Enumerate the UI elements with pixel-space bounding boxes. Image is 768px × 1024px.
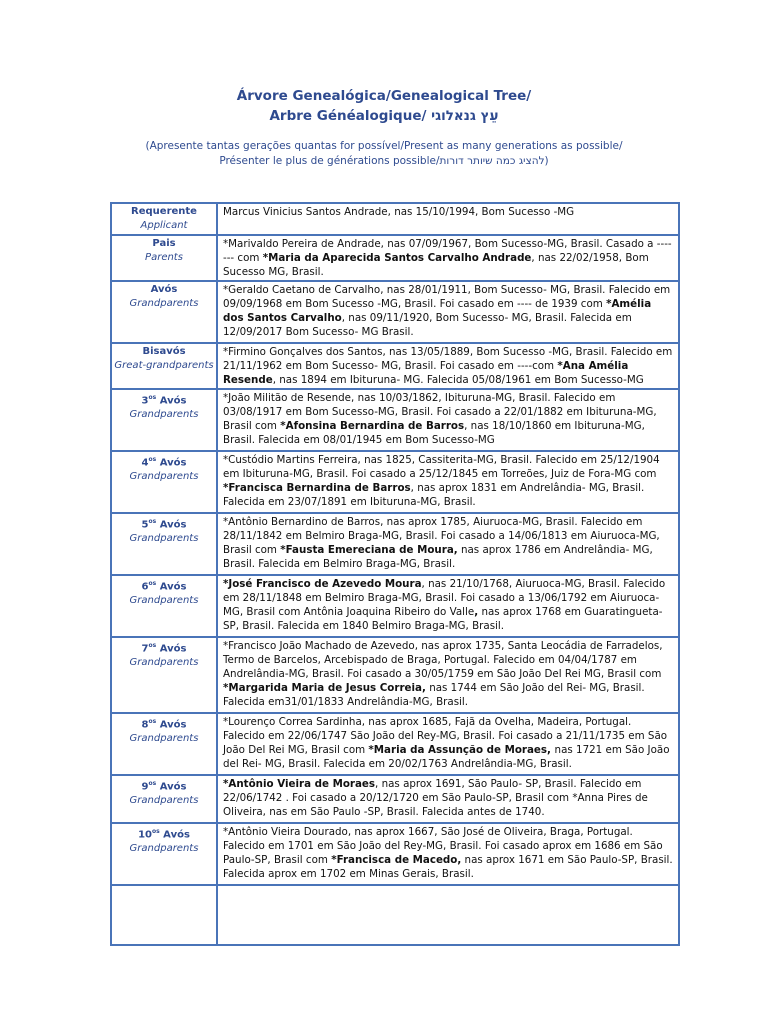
generation-label xyxy=(111,713,217,775)
generation-label xyxy=(111,637,217,713)
generation-ordinal-suffix: os xyxy=(148,394,157,401)
generation-label-en: Grandparents xyxy=(129,471,199,483)
generation-ordinal-suffix: os xyxy=(148,580,157,587)
ancestor-text: *Marivaldo Pereira de Andrade, nas 07/09/1967, Bom Sucesso-MG, Brasil. Casado a ------- com xyxy=(223,238,672,264)
ancestor-description xyxy=(217,637,679,713)
generation-word: Avós xyxy=(156,519,187,531)
table-row xyxy=(111,203,679,235)
ancestor-name: *Amélia dos Santos Carvalho xyxy=(223,298,652,324)
generation-label-pt xyxy=(114,715,214,732)
generation-label-en: Grandparents xyxy=(129,843,199,855)
generation-number: 3 xyxy=(141,395,149,407)
table-row xyxy=(111,885,679,945)
ancestor-name: *Ana Amélia Resende xyxy=(223,360,629,386)
generation-word: Avós xyxy=(156,395,187,407)
ancestor-name: *Antônio Vieira de Moraes xyxy=(223,778,376,790)
generation-label-en: Great-grandparents xyxy=(114,360,214,371)
ancestor-text: *Custódio Martins Ferreira, nas 1825, Cassiterita-MG, Brasil. Falecido em 25/12/1904 em Ibituruna-MG, Brasil. Foi casado a 25/12/1845 em Torreões, Juiz de Fora-MG com xyxy=(223,454,660,480)
generation-word: Avós xyxy=(156,457,187,469)
table-row xyxy=(111,343,679,389)
generation-ordinal-suffix: os xyxy=(148,456,157,463)
generation-ordinal-suffix: os xyxy=(148,642,157,649)
document-subtitle-line1: (Apresente tantas gerações quantas for possível/Present as many generations as possible/ xyxy=(145,140,623,152)
ancestor-text: , nas 09/11/1920, Bom Sucesso- MG, Brasil. Falecida em 12/09/2017 Bom Sucesso- MG Brasil. xyxy=(223,312,632,338)
generation-label xyxy=(111,343,217,389)
generation-label-pt xyxy=(114,391,214,408)
ancestor-text: *João Militão de Resende, nas 10/03/1862, Ibituruna-MG, Brasil. Falecido em 03/08/1917 em Bom Sucesso-MG, Brasil. Foi casado a 22/01/1882 em Ibituruna-MG, Brasil com xyxy=(223,392,657,432)
ancestor-description xyxy=(217,203,679,235)
generation-word: Avós xyxy=(156,581,187,593)
document-title-line2: Arbre Généalogique/ עֵץ גנאלוגי xyxy=(269,108,499,124)
table-row xyxy=(111,235,679,281)
table-row xyxy=(111,775,679,823)
table-row xyxy=(111,389,679,451)
generation-label xyxy=(111,775,217,823)
generation-label xyxy=(111,513,217,575)
generation-ordinal-suffix: os xyxy=(152,828,160,835)
table-row xyxy=(111,451,679,513)
generation-word: Avós xyxy=(156,781,187,793)
genealogy-table xyxy=(110,202,680,946)
ancestor-name: *Maria da Aparecida Santos Carvalho Andrade xyxy=(262,252,532,264)
ancestor-text: *Lourenço Correa Sardinha, nas aprox 1685, Fajã da Ovelha, Madeira, Portugal. Falecido em 22/06/1747 São João del Rey-MG, Brasil. Foi casado a 21/11/1735 em São João Del Rei MG, Brasil com xyxy=(223,716,668,756)
generation-ordinal-suffix: os xyxy=(148,780,157,787)
generation-label-pt: Requerente xyxy=(131,206,197,217)
ancestor-text: *Francisco João Machado de Azevedo, nas aprox 1735, Santa Leocádia de Farradelos, Termo de Barcelos, Arcebispado de Braga, Portugal. Falecido em 04/04/1787 em Andrelândia-MG, Brasil. Foi casado a 30/05/1759 em São João Del Rei MG, Brasil com xyxy=(223,640,663,680)
generation-word: Avós xyxy=(156,719,187,731)
generation-label-en: Grandparents xyxy=(129,795,199,807)
ancestor-text: , nas 1894 em Ibituruna- MG. Falecida 05/08/1961 em Bom Sucesso-MG xyxy=(272,374,644,386)
ancestor-name: *Francisca Bernardina de Barros xyxy=(223,482,411,494)
ancestor-name: *Francisca de Macedo, xyxy=(331,854,462,866)
ancestor-description xyxy=(217,885,679,945)
generation-number: 10 xyxy=(138,829,152,841)
ancestor-name: *Fausta Emereciana de Moura, xyxy=(280,544,458,556)
generation-label-en: Grandparents xyxy=(129,409,199,421)
generation-ordinal-suffix: os xyxy=(148,518,157,525)
generation-number: 4 xyxy=(141,457,149,469)
generation-label xyxy=(111,575,217,637)
ancestor-name: *José Francisco de Azevedo Moura xyxy=(223,578,422,590)
generation-label xyxy=(111,885,217,945)
generation-label-pt: Pais xyxy=(152,238,176,249)
ancestor-name: *Margarida Maria de Jesus Correia, xyxy=(223,682,426,694)
generation-label-pt: Bisavós xyxy=(142,346,186,357)
ancestor-description xyxy=(217,713,679,775)
generation-number: 5 xyxy=(141,519,149,531)
generation-word: Avós xyxy=(159,829,190,841)
ancestor-text: *Antônio Bernardino de Barros, nas aprox 1785, Aiuruoca-MG, Brasil. Falecido em 28/11/1842 em Belmiro Braga-MG, Brasil. Foi casado a 14/06/1813 em Aiuruoca-MG, Brasil com xyxy=(223,516,660,556)
generation-number: 9 xyxy=(141,781,149,793)
generation-label xyxy=(111,281,217,343)
table-row xyxy=(111,637,679,713)
ancestor-text: , nas 21/10/1768, Aiuruoca-MG, Brasil. Falecido em 28/11/1848 em Belmiro Braga-MG, Brasil. Foi casado a 13/06/1792 em Aiuruoca-MG, Brasil com Antônia Joaquina Ribeiro do Valle xyxy=(223,578,666,618)
table-row xyxy=(111,713,679,775)
ancestor-description xyxy=(217,343,679,389)
generation-label-en: Grandparents xyxy=(129,533,199,545)
ancestor-description xyxy=(217,513,679,575)
ancestor-name: *Afonsina Bernardina de Barros xyxy=(280,420,465,432)
generation-label xyxy=(111,203,217,235)
table-row xyxy=(111,281,679,343)
ancestor-description xyxy=(217,775,679,823)
table-row xyxy=(111,513,679,575)
document-title-line1: Árvore Genealógica/Genealogical Tree/ xyxy=(236,88,532,104)
ancestor-text: *Firmino Gonçalves dos Santos, nas 13/05/1889, Bom Sucesso -MG, Brasil. Falecido em 21/11/1962 em Bom Sucesso- MG, Brasil. Foi casado em ----com xyxy=(223,346,673,372)
ancestor-text: nas aprox 1786 em Andrelândia- MG, Brasil. Falecida em Belmiro Braga-MG, Brasil. xyxy=(223,544,653,570)
table-row xyxy=(111,575,679,637)
generation-label-en: Grandparents xyxy=(129,298,199,309)
generation-number: 7 xyxy=(141,643,149,655)
ancestor-description xyxy=(217,389,679,451)
ancestor-description xyxy=(217,281,679,343)
ancestor-text: Marcus Vinicius Santos Andrade, nas 15/10/1994, Bom Sucesso -MG xyxy=(223,206,575,218)
generation-label-pt xyxy=(114,453,214,470)
generation-label-en: Grandparents xyxy=(129,657,199,669)
ancestor-text: nas aprox 1768 em Guaratingueta-SP, Brasil. Falecida em 1840 Belmiro Braga-MG, Brasil. xyxy=(223,606,663,632)
generation-label xyxy=(111,823,217,885)
ancestor-text: , nas aprox 1831 em Andrelândia- MG, Brasil. Falecida em 23/07/1891 em Ibituruna-MG, Brasil. xyxy=(223,482,645,508)
generation-label-pt xyxy=(114,777,214,794)
generation-label xyxy=(111,451,217,513)
ancestor-name: , xyxy=(474,606,479,618)
generation-label-pt xyxy=(114,825,214,842)
document-subtitle-line2: Présenter le plus de générations possible/להציג כמה שיותר דורות) xyxy=(219,155,549,167)
generation-number: 6 xyxy=(141,581,149,593)
generation-ordinal-suffix: os xyxy=(148,718,157,725)
ancestor-description xyxy=(217,575,679,637)
generation-label-pt: Avós xyxy=(150,284,178,295)
generation-label-en: Grandparents xyxy=(129,595,199,607)
generation-label-pt xyxy=(114,577,214,594)
generation-label-pt xyxy=(114,639,214,656)
ancestor-text: nas aprox 1671 em São Paulo-SP, Brasil. Falecida aprox em 1702 em Minas Gerais, Brasil. xyxy=(223,854,673,880)
table-row xyxy=(111,823,679,885)
generation-number: 8 xyxy=(141,719,149,731)
ancestor-text: nas 1744 em São João del Rei- MG, Brasil. Falecida em31/01/1833 Andrelândia-MG, Brasil. xyxy=(223,682,645,708)
ancestor-text: *Geraldo Caetano de Carvalho, nas 28/01/1911, Bom Sucesso- MG, Brasil. Falecido em 09/09/1968 em Bom Sucesso -MG, Brasil. Foi casado em ---- de 1939 com xyxy=(223,284,671,310)
ancestor-text: nas 1721 em São João del Rei- MG, Brasil. Falecida em 20/02/1763 Andrelândia-MG, Brasil. xyxy=(223,744,670,770)
generation-label xyxy=(111,235,217,281)
generation-label-pt xyxy=(114,515,214,532)
ancestor-text: , nas 18/10/1860 em Ibituruna-MG, Brasil. Falecida em 08/01/1945 em Bom Sucesso-MG xyxy=(223,420,645,446)
generation-label-en: Applicant xyxy=(140,220,188,231)
generation-label-en: Parents xyxy=(145,252,183,263)
ancestor-description xyxy=(217,451,679,513)
ancestor-text: , nas 22/02/1958, Bom Sucesso MG, Brasil. xyxy=(223,252,649,278)
generation-label-en: Grandparents xyxy=(129,733,199,745)
ancestor-name: *Maria da Assunção de Moraes, xyxy=(368,744,555,756)
ancestor-text: *Antônio Vieira Dourado, nas aprox 1667, São José de Oliveira, Braga, Portugal. Falecido em 1701 em São João del Rey-MG, Brasil. Foi casado aprox em 1686 em São Paulo-SP, Brasil com xyxy=(223,826,663,866)
ancestor-text: , nas aprox 1691, São Paulo- SP, Brasil. Falecido em 22/06/1742 . Foi casado a 20/12/1720 em São Paulo-SP, Brasil com *Anna Pires de Oliveira, nas em São Paulo -SP, Brasil. Falecida antes de 1740. xyxy=(223,778,648,818)
generation-word: Avós xyxy=(156,643,187,655)
ancestor-description xyxy=(217,235,679,281)
generation-label xyxy=(111,389,217,451)
ancestor-description xyxy=(217,823,679,885)
